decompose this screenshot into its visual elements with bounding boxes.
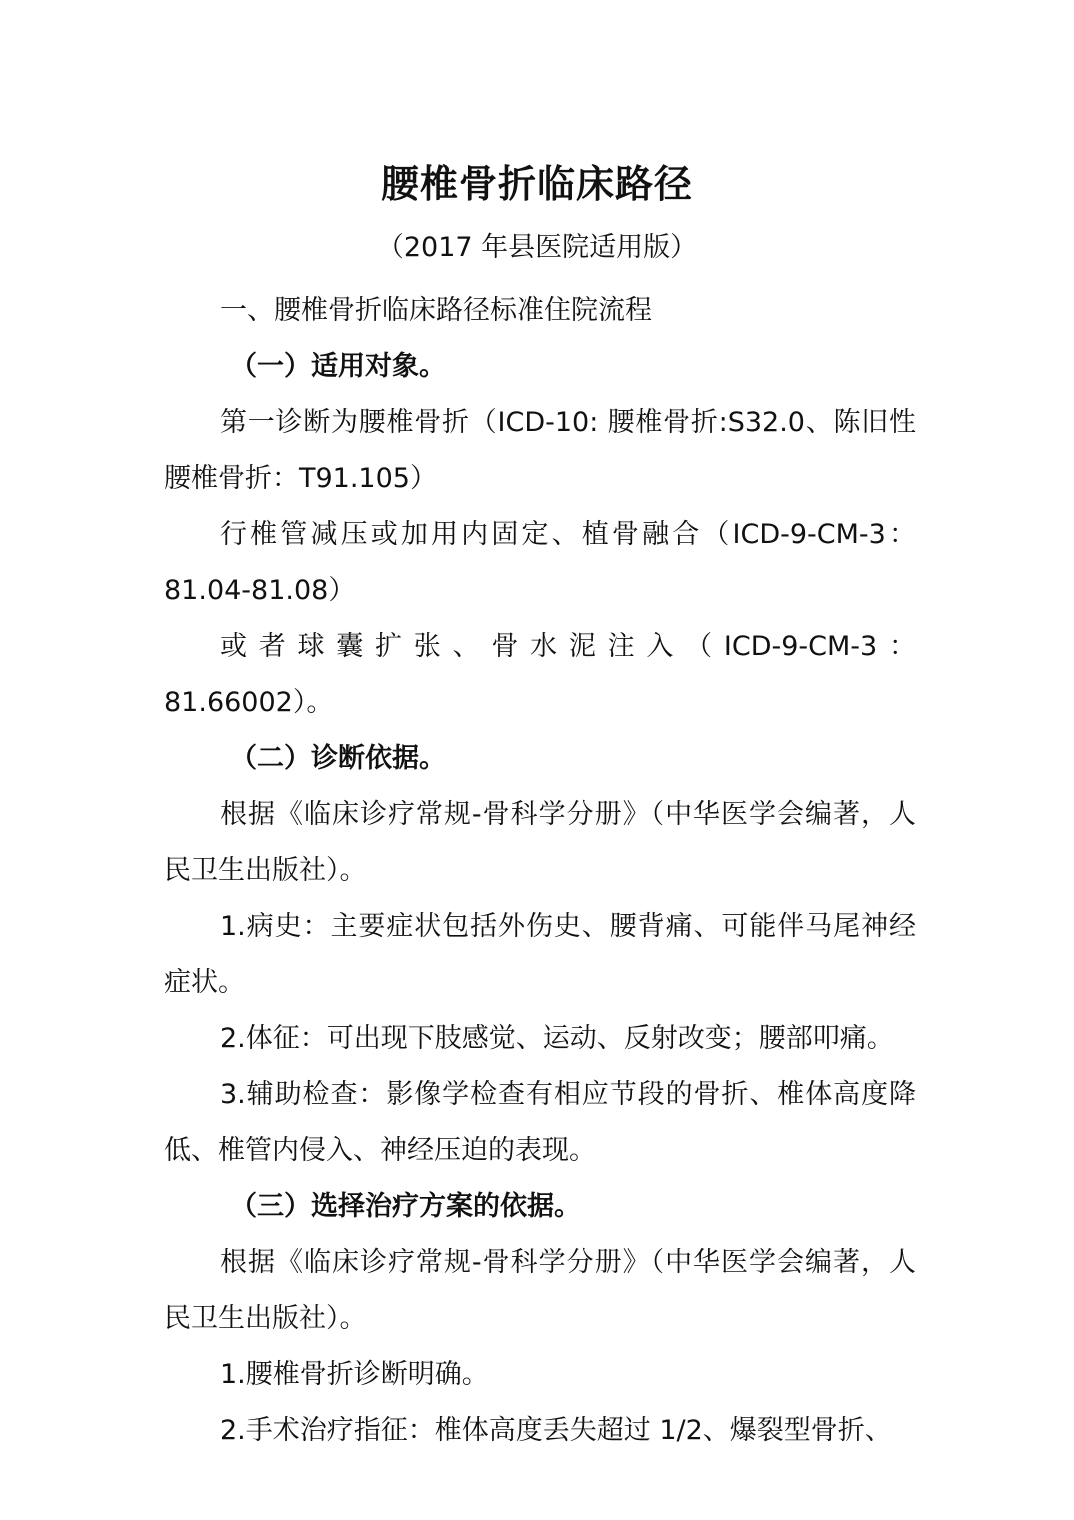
list-item: 3.辅助检查：影像学检查有相应节段的骨折、椎体高度降低、椎管内侵入、神经压迫的表现。 <box>164 1079 916 1166</box>
document-title: 腰椎骨折临床路径 <box>380 161 693 206</box>
paragraph: 行椎管减压或加用内固定、植骨融合（ICD-9-CM-3：81.04-81.08） <box>164 519 916 606</box>
list-item: 1.病史：主要症状包括外伤史、腰背痛、可能伴马尾神经症状。 <box>164 911 916 998</box>
list-item: 2.体征：可出现下肢感觉、运动、反射改变；腰部叩痛。 <box>220 1023 894 1054</box>
subsection-heading: （一）适用对象。 <box>230 351 446 382</box>
paragraph: 根据《临床诊疗常规-骨科学分册》（中华医学会编著，人民卫生出版社）。 <box>164 1247 916 1334</box>
paragraph: 或者球囊扩张、骨水泥注入（ICD-9-CM-3：81.66002）。 <box>164 631 916 718</box>
paragraph: 根据《临床诊疗常规-骨科学分册》（中华医学会编著，人民卫生出版社）。 <box>164 799 916 886</box>
document-subtitle: （2017 年县医院适用版） <box>376 232 698 263</box>
document-body <box>164 283 916 1459</box>
paragraph: 第一诊断为腰椎骨折（ICD-10: 腰椎骨折:S32.0、陈旧性腰椎骨折：T91.105） <box>164 407 916 494</box>
section-heading-1: 一、腰椎骨折临床路径标准住院流程 <box>220 295 652 326</box>
list-item: 1.腰椎骨折诊断明确。 <box>220 1359 489 1390</box>
list-item: 2.手术治疗指征：椎体高度丢失超过 1/2、爆裂型骨折、 <box>220 1415 892 1446</box>
subsection-heading: （二）诊断依据。 <box>230 743 446 774</box>
subsection-heading: （三）选择治疗方案的依据。 <box>230 1191 581 1222</box>
